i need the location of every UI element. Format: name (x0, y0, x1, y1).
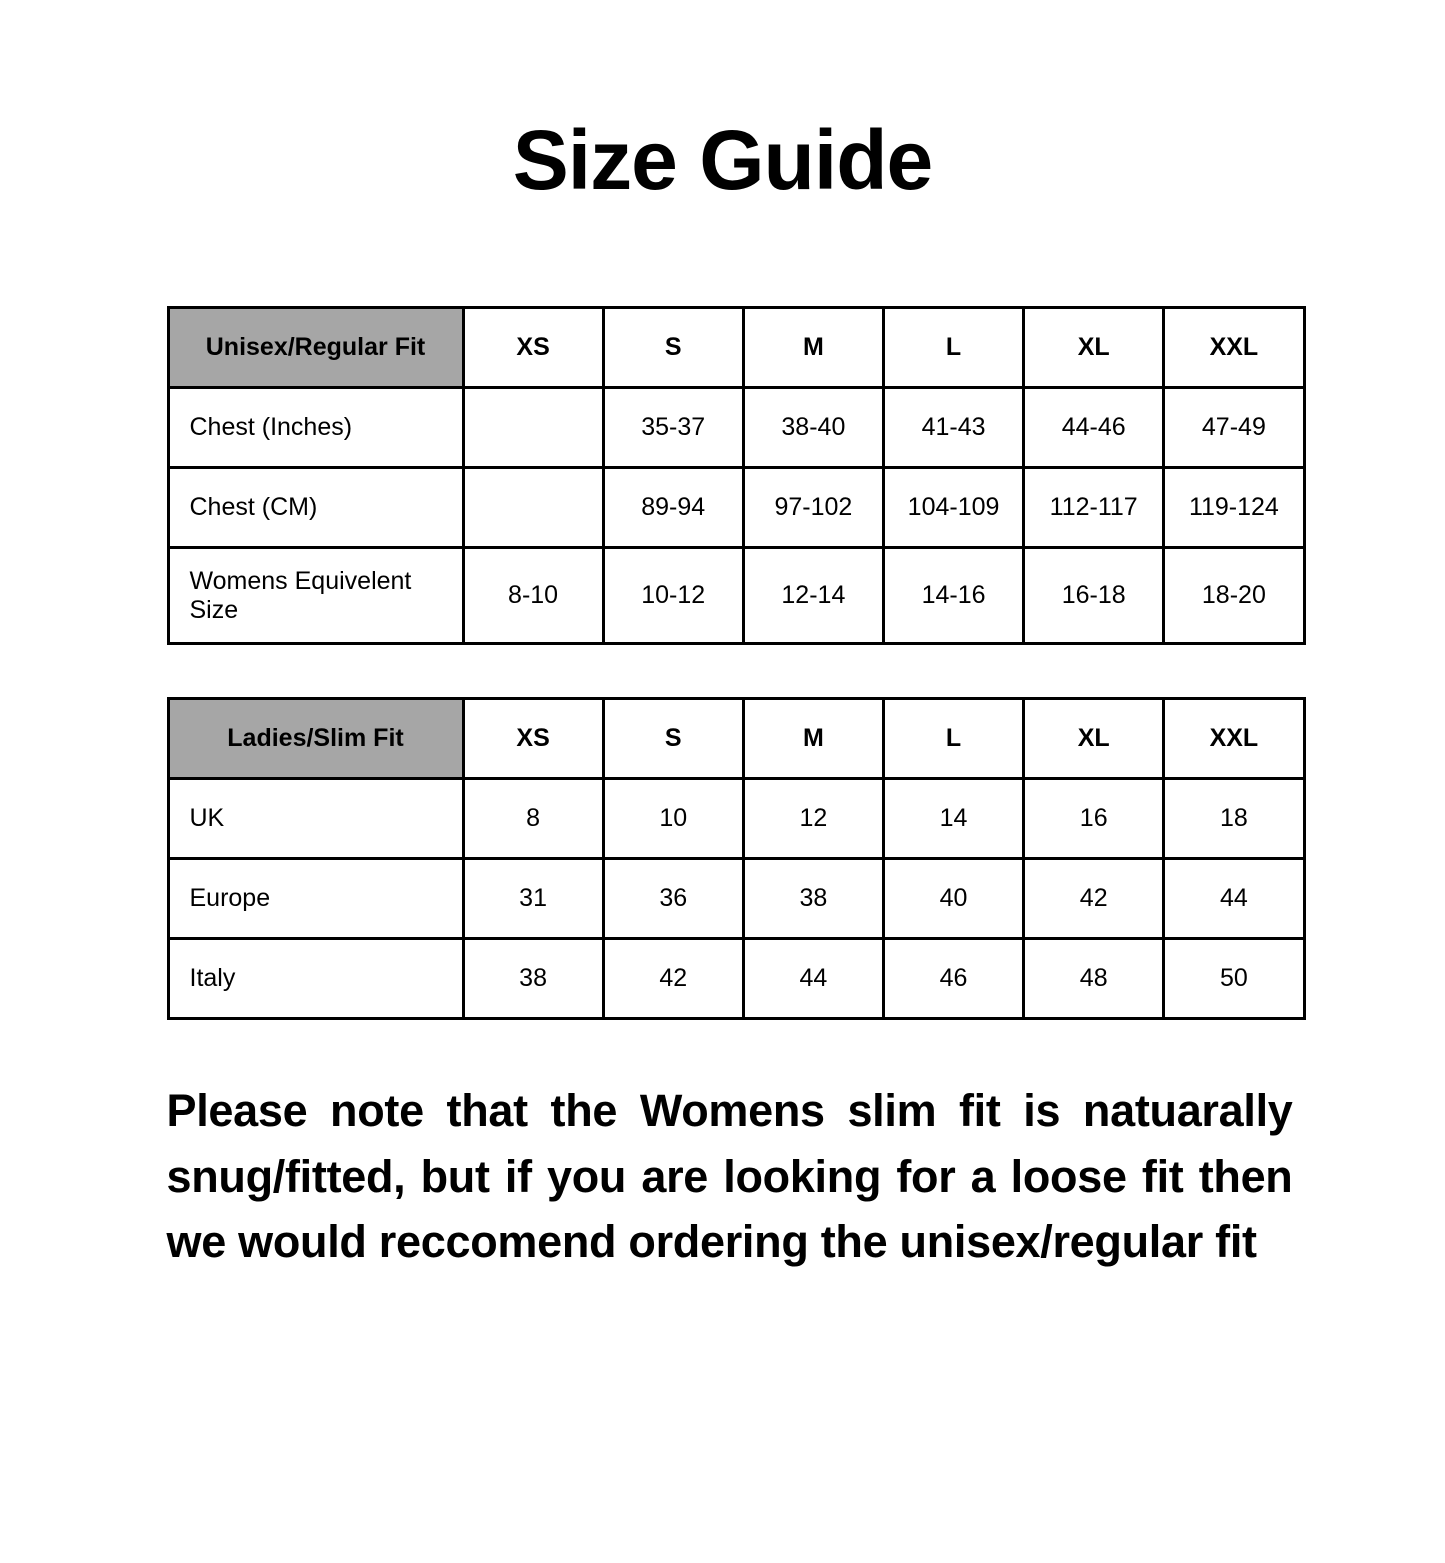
table-header-row (168, 308, 1304, 388)
cell: 104-109 (883, 468, 1023, 548)
cell: 8 (463, 779, 603, 859)
cell: 44 (1164, 859, 1304, 939)
table-spacer (167, 645, 1293, 697)
column-header-l: L (883, 699, 1023, 779)
column-header-xxl: XXL (1164, 308, 1304, 388)
cell: 38 (743, 859, 883, 939)
table-corner-label: Unisex/Regular Fit (168, 308, 463, 388)
row-label: Chest (Inches) (168, 388, 463, 468)
cell: 42 (1024, 859, 1164, 939)
column-header-xxl: XXL (1164, 699, 1304, 779)
tables-container (153, 306, 1293, 1020)
cell: 44 (743, 939, 883, 1019)
column-header-xs: XS (463, 308, 603, 388)
table-body (168, 388, 1304, 644)
cell (463, 468, 603, 548)
cell: 46 (883, 939, 1023, 1019)
table-row (168, 939, 1304, 1019)
cell: 16 (1024, 779, 1164, 859)
unisex-regular-fit-table (167, 306, 1306, 645)
cell: 10-12 (603, 548, 743, 644)
row-label: Italy (168, 939, 463, 1019)
row-label: Chest (CM) (168, 468, 463, 548)
cell: 14 (883, 779, 1023, 859)
table-row (168, 548, 1304, 644)
ladies-slim-fit-table (167, 697, 1306, 1020)
cell: 112-117 (1024, 468, 1164, 548)
page-title: Size Guide (512, 113, 933, 207)
cell: 44-46 (1024, 388, 1164, 468)
column-header-l: L (883, 308, 1023, 388)
column-header-s: S (603, 308, 743, 388)
row-label: Europe (168, 859, 463, 939)
cell: 36 (603, 859, 743, 939)
cell: 8-10 (463, 548, 603, 644)
cell: 38 (463, 939, 603, 1019)
table-header (168, 699, 1304, 779)
cell: 12 (743, 779, 883, 859)
cell: 18 (1164, 779, 1304, 859)
table-body (168, 779, 1304, 1019)
table-row (168, 779, 1304, 859)
cell: 48 (1024, 939, 1164, 1019)
cell: 35-37 (603, 388, 743, 468)
cell: 18-20 (1164, 548, 1304, 644)
column-header-xs: XS (463, 699, 603, 779)
cell: 38-40 (743, 388, 883, 468)
cell: 119-124 (1164, 468, 1304, 548)
cell: 12-14 (743, 548, 883, 644)
cell: 14-16 (883, 548, 1023, 644)
column-header-m: M (743, 699, 883, 779)
cell: 41-43 (883, 388, 1023, 468)
table-corner-label: Ladies/Slim Fit (168, 699, 463, 779)
cell: 10 (603, 779, 743, 859)
column-header-s: S (603, 699, 743, 779)
cell: 47-49 (1164, 388, 1304, 468)
table-header-row (168, 699, 1304, 779)
cell: 16-18 (1024, 548, 1164, 644)
table-header (168, 308, 1304, 388)
cell: 42 (603, 939, 743, 1019)
column-header-xl: XL (1024, 699, 1164, 779)
table-row (168, 388, 1304, 468)
cell: 31 (463, 859, 603, 939)
title-spacer (0, 202, 1445, 306)
cell (463, 388, 603, 468)
cell: 89-94 (603, 468, 743, 548)
column-header-xl: XL (1024, 308, 1164, 388)
column-header-m: M (743, 308, 883, 388)
cell: 40 (883, 859, 1023, 939)
cell: 97-102 (743, 468, 883, 548)
size-guide-note: Please note that the Womens slim fit is natuarally snug/fitted, but if you are looking for a loose fit then we would reccomend ordering the unisex/regular fit (166, 1085, 1293, 1268)
row-label: UK (168, 779, 463, 859)
table-row (168, 468, 1304, 548)
row-label: Womens Equivelent Size (168, 548, 463, 644)
size-guide-page (0, 113, 1445, 1563)
table-row (168, 859, 1304, 939)
cell: 50 (1164, 939, 1304, 1019)
